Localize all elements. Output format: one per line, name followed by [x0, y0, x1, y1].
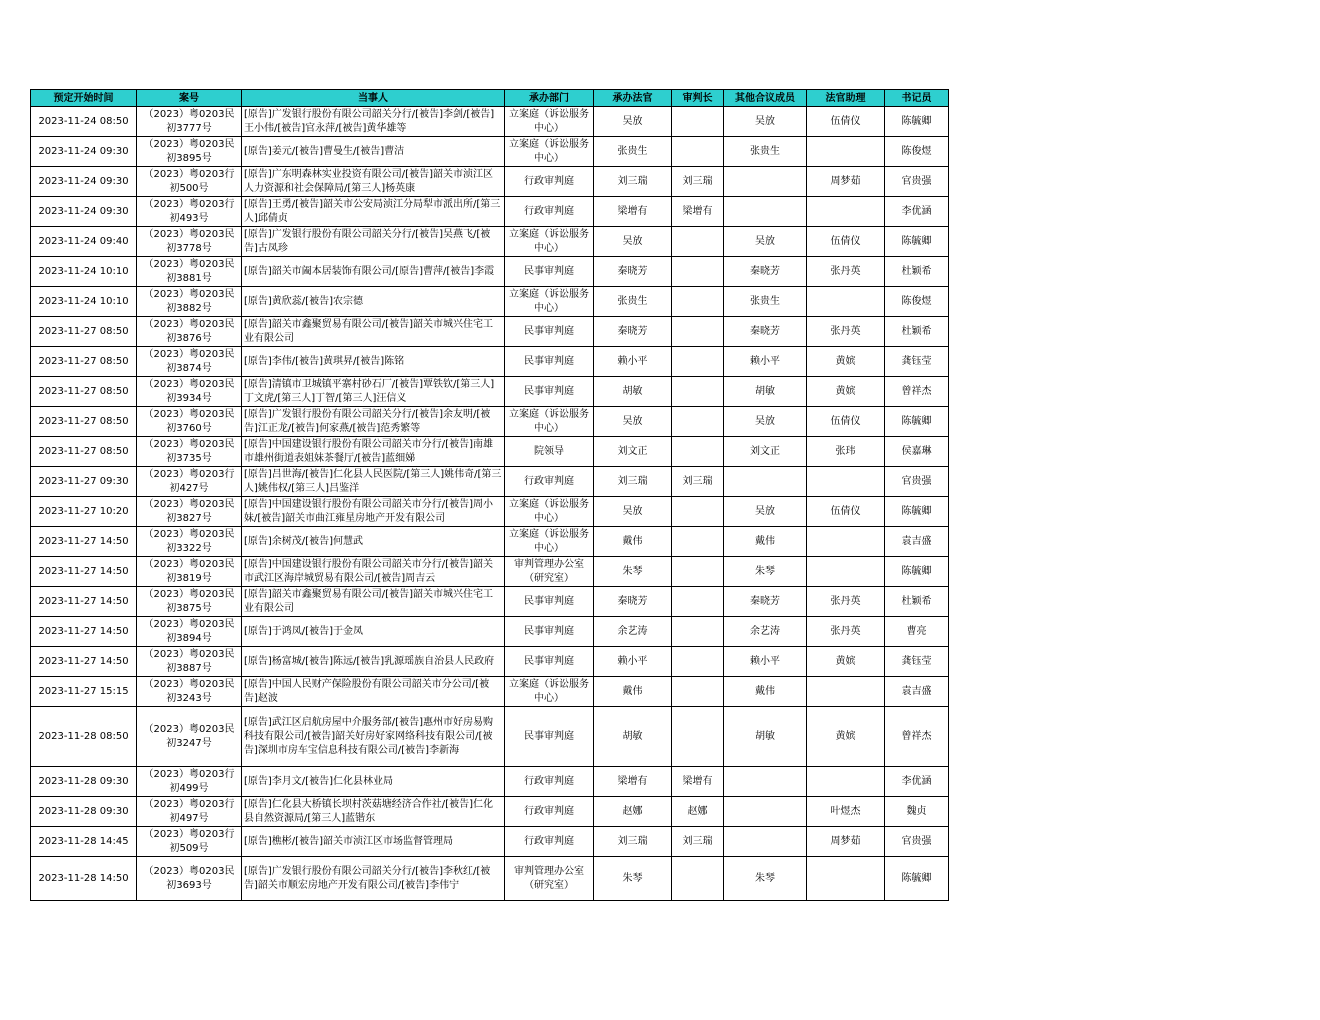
table-row — [31, 767, 949, 797]
cell-other-members: 吴放 — [724, 227, 807, 257]
cell-assistant: 张丹英 — [807, 587, 885, 617]
cell-other-members — [724, 767, 807, 797]
cell-time: 2023-11-27 14:50 — [31, 527, 137, 557]
cell-clerk: 龚钰莹 — [885, 647, 949, 677]
cell-parties: [原告]中国人民财产保险股份有限公司韶关市分公司/[被告]赵波 — [242, 677, 505, 707]
cell-parties: [原告]广东明森林实业投资有限公司/[被告]韶关市浈江区人力资源和社会保障局/[第三人]杨英康 — [242, 167, 505, 197]
cell-judge: 吴放 — [594, 407, 672, 437]
cell-judge: 秦晓芳 — [594, 587, 672, 617]
cell-department: 民事审判庭 — [505, 377, 594, 407]
cell-chief-judge — [672, 257, 724, 287]
cell-time: 2023-11-27 14:50 — [31, 587, 137, 617]
cell-chief-judge: 刘三瑞 — [672, 467, 724, 497]
table-row — [31, 617, 949, 647]
cell-other-members: 刘文正 — [724, 437, 807, 467]
cell-judge: 梁增有 — [594, 767, 672, 797]
cell-department: 院领导 — [505, 437, 594, 467]
table-row — [31, 317, 949, 347]
cell-case-number: （2023）粤0203行初500号 — [137, 167, 242, 197]
cell-chief-judge: 刘三瑞 — [672, 827, 724, 857]
header-chief-judge: 审判长 — [672, 90, 724, 107]
cell-assistant: 张玮 — [807, 437, 885, 467]
cell-chief-judge — [672, 317, 724, 347]
cell-assistant: 黄嫔 — [807, 347, 885, 377]
cell-judge: 吴放 — [594, 107, 672, 137]
table-row — [31, 827, 949, 857]
header-department: 承办部门 — [505, 90, 594, 107]
header-row — [31, 90, 949, 107]
cell-assistant — [807, 197, 885, 227]
cell-department: 民事审判庭 — [505, 317, 594, 347]
cell-clerk: 侯嘉琳 — [885, 437, 949, 467]
cell-department: 民事审判庭 — [505, 587, 594, 617]
cell-clerk: 魏贞 — [885, 797, 949, 827]
cell-assistant — [807, 677, 885, 707]
cell-clerk: 官贵强 — [885, 827, 949, 857]
cell-other-members: 戴伟 — [724, 527, 807, 557]
cell-other-members: 秦晓芳 — [724, 257, 807, 287]
table-row — [31, 587, 949, 617]
cell-department: 行政审判庭 — [505, 767, 594, 797]
cell-judge: 秦晓芳 — [594, 317, 672, 347]
cell-parties: [原告]韶关市阖本居装饰有限公司/[原告]曹萍/[被告]李霞 — [242, 257, 505, 287]
cell-case-number: （2023）粤0203民初3777号 — [137, 107, 242, 137]
schedule-table — [30, 89, 949, 901]
cell-assistant: 黄嫔 — [807, 647, 885, 677]
cell-chief-judge — [672, 137, 724, 167]
cell-other-members: 赖小平 — [724, 347, 807, 377]
cell-chief-judge — [672, 857, 724, 901]
cell-case-number: （2023）粤0203行初493号 — [137, 197, 242, 227]
cell-case-number: （2023）粤0203民初3322号 — [137, 527, 242, 557]
cell-clerk: 陈俊煜 — [885, 137, 949, 167]
cell-time: 2023-11-27 14:50 — [31, 647, 137, 677]
cell-chief-judge — [672, 287, 724, 317]
cell-time: 2023-11-28 09:30 — [31, 767, 137, 797]
cell-case-number: （2023）粤0203行初497号 — [137, 797, 242, 827]
cell-case-number: （2023）粤0203民初3887号 — [137, 647, 242, 677]
cell-judge: 赖小平 — [594, 347, 672, 377]
cell-parties: [原告]中国建设银行股份有限公司韶关市分行/[被告]周小妹/[被告]韶关市曲江雍星房地产开发有限公司 — [242, 497, 505, 527]
cell-judge: 刘三瑞 — [594, 467, 672, 497]
header-assistant: 法官助理 — [807, 90, 885, 107]
cell-judge: 刘文正 — [594, 437, 672, 467]
cell-chief-judge — [672, 617, 724, 647]
cell-department: 民事审判庭 — [505, 617, 594, 647]
cell-department: 民事审判庭 — [505, 707, 594, 767]
cell-department: 行政审判庭 — [505, 827, 594, 857]
cell-chief-judge — [672, 407, 724, 437]
cell-time: 2023-11-24 10:10 — [31, 287, 137, 317]
cell-department: 民事审判庭 — [505, 347, 594, 377]
cell-time: 2023-11-27 14:50 — [31, 557, 137, 587]
cell-other-members: 胡敏 — [724, 707, 807, 767]
cell-assistant: 伍倩仪 — [807, 227, 885, 257]
cell-clerk: 杜颖希 — [885, 587, 949, 617]
cell-judge: 张贵生 — [594, 287, 672, 317]
cell-time: 2023-11-24 09:30 — [31, 137, 137, 167]
table-row — [31, 527, 949, 557]
cell-parties: [原告]中国建设银行股份有限公司韶关市分行/[被告]南雄市雄州街道表姐妹茶餐厅/[被告]蓝细娣 — [242, 437, 505, 467]
table-row — [31, 647, 949, 677]
cell-chief-judge — [672, 227, 724, 257]
cell-parties: [原告]于鸿凤/[被告]于金凤 — [242, 617, 505, 647]
cell-other-members — [724, 167, 807, 197]
cell-other-members: 吴放 — [724, 107, 807, 137]
table-row — [31, 407, 949, 437]
cell-case-number: （2023）粤0203民初3760号 — [137, 407, 242, 437]
cell-assistant: 伍倩仪 — [807, 407, 885, 437]
cell-case-number: （2023）粤0203民初3895号 — [137, 137, 242, 167]
cell-time: 2023-11-27 14:50 — [31, 617, 137, 647]
cell-assistant: 周梦茹 — [807, 167, 885, 197]
cell-chief-judge — [672, 107, 724, 137]
cell-assistant: 黄嫔 — [807, 377, 885, 407]
table-row — [31, 437, 949, 467]
table-row — [31, 677, 949, 707]
cell-clerk: 李优涵 — [885, 197, 949, 227]
cell-clerk: 曾祥杰 — [885, 707, 949, 767]
cell-assistant: 张丹英 — [807, 257, 885, 287]
cell-chief-judge — [672, 377, 724, 407]
cell-clerk: 陈毓卿 — [885, 497, 949, 527]
cell-other-members — [724, 797, 807, 827]
table-row — [31, 287, 949, 317]
cell-department: 审判管理办公室（研究室） — [505, 857, 594, 901]
cell-case-number: （2023）粤0203民初3778号 — [137, 227, 242, 257]
cell-time: 2023-11-27 08:50 — [31, 437, 137, 467]
cell-other-members: 胡敏 — [724, 377, 807, 407]
cell-other-members — [724, 197, 807, 227]
table-row — [31, 227, 949, 257]
cell-chief-judge — [672, 557, 724, 587]
cell-parties: [原告]李月文/[被告]仁化县林业局 — [242, 767, 505, 797]
cell-chief-judge: 刘三瑞 — [672, 167, 724, 197]
cell-time: 2023-11-27 08:50 — [31, 347, 137, 377]
cell-clerk: 曹亮 — [885, 617, 949, 647]
cell-department: 立案庭（诉讼服务中心） — [505, 287, 594, 317]
cell-time: 2023-11-27 10:20 — [31, 497, 137, 527]
cell-department: 立案庭（诉讼服务中心） — [505, 107, 594, 137]
cell-judge: 吴放 — [594, 497, 672, 527]
cell-assistant: 伍倩仪 — [807, 107, 885, 137]
cell-chief-judge — [672, 647, 724, 677]
cell-time: 2023-11-24 09:30 — [31, 197, 137, 227]
cell-other-members — [724, 827, 807, 857]
cell-clerk: 官贵强 — [885, 467, 949, 497]
cell-assistant — [807, 767, 885, 797]
cell-other-members: 赖小平 — [724, 647, 807, 677]
cell-parties: [原告]樵彬/[被告]韶关市浈江区市场监督管理局 — [242, 827, 505, 857]
cell-assistant: 叶煜杰 — [807, 797, 885, 827]
cell-chief-judge: 梁增有 — [672, 767, 724, 797]
cell-parties: [原告]王勇/[被告]韶关市公安局浈江分局犁市派出所/[第三人]邱倩贞 — [242, 197, 505, 227]
cell-other-members: 张贵生 — [724, 287, 807, 317]
cell-clerk: 龚钰莹 — [885, 347, 949, 377]
cell-other-members: 秦晓芳 — [724, 587, 807, 617]
cell-department: 立案庭（诉讼服务中心） — [505, 227, 594, 257]
cell-judge: 余艺涛 — [594, 617, 672, 647]
cell-assistant — [807, 557, 885, 587]
cell-clerk: 陈毓卿 — [885, 557, 949, 587]
cell-judge: 张贵生 — [594, 137, 672, 167]
cell-time: 2023-11-27 15:15 — [31, 677, 137, 707]
cell-department: 立案庭（诉讼服务中心） — [505, 527, 594, 557]
cell-judge: 梁增有 — [594, 197, 672, 227]
cell-case-number: （2023）粤0203行初509号 — [137, 827, 242, 857]
cell-assistant: 周梦茹 — [807, 827, 885, 857]
header-parties: 当事人 — [242, 90, 505, 107]
cell-parties: [原告]杨富城/[被告]陈远/[被告]乳源瑶族自治县人民政府 — [242, 647, 505, 677]
table-row — [31, 377, 949, 407]
cell-parties: [原告]广发银行股份有限公司韶关分行/[被告]李剑/[被告]王小伟/[被告]官永萍/[被告]黄华雄等 — [242, 107, 505, 137]
cell-time: 2023-11-27 09:30 — [31, 467, 137, 497]
table-row — [31, 467, 949, 497]
cell-assistant: 伍倩仪 — [807, 497, 885, 527]
cell-case-number: （2023）粤0203民初3874号 — [137, 347, 242, 377]
cell-assistant — [807, 287, 885, 317]
cell-judge: 戴伟 — [594, 677, 672, 707]
cell-department: 民事审判庭 — [505, 647, 594, 677]
header-case-number: 案号 — [137, 90, 242, 107]
cell-case-number: （2023）粤0203行初499号 — [137, 767, 242, 797]
cell-judge: 戴伟 — [594, 527, 672, 557]
cell-time: 2023-11-27 08:50 — [31, 377, 137, 407]
table-row — [31, 707, 949, 767]
cell-chief-judge — [672, 527, 724, 557]
cell-clerk: 杜颖希 — [885, 317, 949, 347]
cell-time: 2023-11-24 10:10 — [31, 257, 137, 287]
table-row — [31, 347, 949, 377]
cell-other-members: 戴伟 — [724, 677, 807, 707]
cell-case-number: （2023）粤0203民初3876号 — [137, 317, 242, 347]
cell-chief-judge: 梁增有 — [672, 197, 724, 227]
table-row — [31, 797, 949, 827]
cell-judge: 刘三瑞 — [594, 167, 672, 197]
cell-chief-judge — [672, 497, 724, 527]
cell-clerk: 袁吉盛 — [885, 527, 949, 557]
cell-judge: 朱琴 — [594, 557, 672, 587]
cell-time: 2023-11-28 14:45 — [31, 827, 137, 857]
cell-judge: 胡敏 — [594, 377, 672, 407]
cell-case-number: （2023）粤0203民初3882号 — [137, 287, 242, 317]
cell-clerk: 陈毓卿 — [885, 227, 949, 257]
cell-clerk: 杜颖希 — [885, 257, 949, 287]
table-row — [31, 257, 949, 287]
cell-department: 立案庭（诉讼服务中心） — [505, 677, 594, 707]
cell-case-number: （2023）粤0203民初3881号 — [137, 257, 242, 287]
cell-parties: [原告]广发银行股份有限公司韶关分行/[被告]李秋红/[被告]韶关市顺宏房地产开发有限公司/[被告]李伟宁 — [242, 857, 505, 901]
cell-time: 2023-11-24 08:50 — [31, 107, 137, 137]
cell-assistant — [807, 857, 885, 901]
header-other-members: 其他合议成员 — [724, 90, 807, 107]
cell-department: 民事审判庭 — [505, 257, 594, 287]
cell-judge: 朱琴 — [594, 857, 672, 901]
cell-parties: [原告]中国建设银行股份有限公司韶关市分行/[被告]韶关市武江区海岸城贸易有限公司/[被告]周吉云 — [242, 557, 505, 587]
cell-parties: [原告]仁化县大桥镇长坝村茨菇塘经济合作社/[被告]仁化县自然资源局/[第三人]蓝锴东 — [242, 797, 505, 827]
cell-case-number: （2023）粤0203民初3693号 — [137, 857, 242, 901]
cell-parties: [原告]广发银行股份有限公司韶关分行/[被告]吴燕飞/[被告]古凤珍 — [242, 227, 505, 257]
cell-chief-judge — [672, 347, 724, 377]
cell-judge: 胡敏 — [594, 707, 672, 767]
cell-other-members: 朱琴 — [724, 557, 807, 587]
cell-time: 2023-11-27 08:50 — [31, 317, 137, 347]
cell-clerk: 陈毓卿 — [885, 107, 949, 137]
cell-department: 行政审判庭 — [505, 797, 594, 827]
cell-clerk: 官贵强 — [885, 167, 949, 197]
table-row — [31, 107, 949, 137]
cell-department: 行政审判庭 — [505, 467, 594, 497]
cell-parties: [原告]广发银行股份有限公司韶关分行/[被告]余友明/[被告]江正龙/[被告]何家燕/[被告]范秀繁等 — [242, 407, 505, 437]
cell-other-members: 秦晓芳 — [724, 317, 807, 347]
cell-parties: [原告]余树茂/[被告]何慧武 — [242, 527, 505, 557]
header-time: 预定开始时间 — [31, 90, 137, 107]
cell-assistant: 张丹英 — [807, 617, 885, 647]
cell-chief-judge — [672, 677, 724, 707]
cell-department: 审判管理办公室（研究室） — [505, 557, 594, 587]
cell-clerk: 李优涵 — [885, 767, 949, 797]
cell-clerk: 陈毓卿 — [885, 407, 949, 437]
cell-chief-judge — [672, 437, 724, 467]
table-row — [31, 197, 949, 227]
header-judge: 承办法官 — [594, 90, 672, 107]
cell-assistant: 黄嫔 — [807, 707, 885, 767]
cell-judge: 赖小平 — [594, 647, 672, 677]
cell-other-members: 余艺涛 — [724, 617, 807, 647]
cell-department: 立案庭（诉讼服务中心） — [505, 137, 594, 167]
cell-time: 2023-11-28 14:50 — [31, 857, 137, 901]
cell-parties: [原告]韶关市鑫聚贸易有限公司/[被告]韶关市城兴住宅工业有限公司 — [242, 317, 505, 347]
cell-assistant — [807, 137, 885, 167]
cell-time: 2023-11-28 08:50 — [31, 707, 137, 767]
cell-clerk: 陈毓卿 — [885, 857, 949, 901]
cell-case-number: （2023）粤0203民初3735号 — [137, 437, 242, 467]
cell-time: 2023-11-27 08:50 — [31, 407, 137, 437]
cell-judge: 刘三瑞 — [594, 827, 672, 857]
cell-parties: [原告]黄欣蕊/[被告]农宗德 — [242, 287, 505, 317]
cell-judge: 吴放 — [594, 227, 672, 257]
cell-chief-judge — [672, 587, 724, 617]
cell-chief-judge: 赵娜 — [672, 797, 724, 827]
cell-department: 行政审判庭 — [505, 167, 594, 197]
cell-case-number: （2023）粤0203行初427号 — [137, 467, 242, 497]
cell-parties: [原告]武江区启航房屋中介服务部/[被告]惠州市好房易购科技有限公司/[被告]韶关好房好家网络科技有限公司/[被告]深圳市房车宝信息科技有限公司/[被告]李新海 — [242, 707, 505, 767]
cell-parties: [原告]清镇市卫城镇平寨村砂石厂/[被告]覃铁钦/[第三人]丁文虎/[第三人]丁智/[第三人]汪信义 — [242, 377, 505, 407]
cell-assistant — [807, 467, 885, 497]
cell-time: 2023-11-24 09:30 — [31, 167, 137, 197]
table-row — [31, 557, 949, 587]
cell-chief-judge — [672, 707, 724, 767]
cell-parties: [原告]姜元/[被告]曹曼生/[被告]曹洁 — [242, 137, 505, 167]
cell-clerk: 袁吉盛 — [885, 677, 949, 707]
cell-other-members: 张贵生 — [724, 137, 807, 167]
cell-case-number: （2023）粤0203民初3247号 — [137, 707, 242, 767]
cell-case-number: （2023）粤0203民初3875号 — [137, 587, 242, 617]
cell-judge: 赵娜 — [594, 797, 672, 827]
header-clerk: 书记员 — [885, 90, 949, 107]
cell-department: 立案庭（诉讼服务中心） — [505, 497, 594, 527]
cell-clerk: 曾祥杰 — [885, 377, 949, 407]
cell-time: 2023-11-28 09:30 — [31, 797, 137, 827]
cell-department: 立案庭（诉讼服务中心） — [505, 407, 594, 437]
cell-other-members: 吴放 — [724, 407, 807, 437]
table-row — [31, 167, 949, 197]
cell-other-members — [724, 467, 807, 497]
cell-case-number: （2023）粤0203民初3827号 — [137, 497, 242, 527]
cell-case-number: （2023）粤0203民初3934号 — [137, 377, 242, 407]
cell-parties: [原告]韶关市鑫聚贸易有限公司/[被告]韶关市城兴住宅工业有限公司 — [242, 587, 505, 617]
cell-assistant — [807, 527, 885, 557]
cell-other-members: 吴放 — [724, 497, 807, 527]
cell-department: 行政审判庭 — [505, 197, 594, 227]
cell-clerk: 陈俊煜 — [885, 287, 949, 317]
table-row — [31, 497, 949, 527]
cell-other-members: 朱琴 — [724, 857, 807, 901]
table-row — [31, 857, 949, 901]
cell-case-number: （2023）粤0203民初3819号 — [137, 557, 242, 587]
cell-judge: 秦晓芳 — [594, 257, 672, 287]
table-row — [31, 137, 949, 167]
cell-time: 2023-11-24 09:40 — [31, 227, 137, 257]
cell-case-number: （2023）粤0203民初3243号 — [137, 677, 242, 707]
cell-case-number: （2023）粤0203民初3894号 — [137, 617, 242, 647]
cell-parties: [原告]吕世海/[被告]仁化县人民医院/[第三人]姚伟奇/[第三人]姚伟权/[第三人]吕鉴洋 — [242, 467, 505, 497]
cell-parties: [原告]李伟/[被告]黄琪昇/[被告]陈铭 — [242, 347, 505, 377]
cell-assistant: 张丹英 — [807, 317, 885, 347]
